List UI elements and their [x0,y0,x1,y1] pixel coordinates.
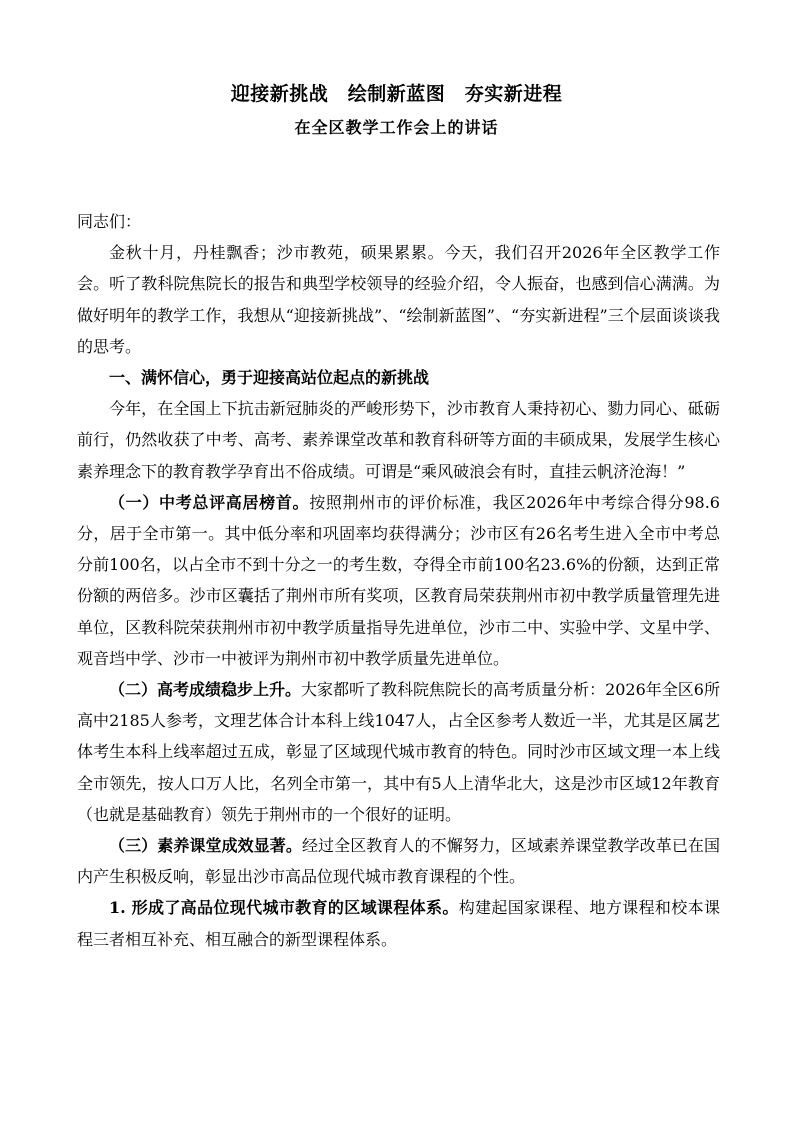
item3-text: 经过全区教育人的不懈努力，区域素养课堂教学改革已在国内产生积极反响，彰显出沙市高品位现代城市教育课程的个性。 [77,836,720,887]
intro-paragraph: 金秋十月，丹桂飘香；沙市教苑，硕果累累。今天，我们召开2026年全区教学工作会。听了教科院焦院长的报告和典型学校领导的经验介绍，令人振奋，也感到信心满满。为做好明年的教学工作，我想从“迎接新挑战”、“绘制新蓝图”、“夯实新进程”三个层面谈谈我的思考。 [77,243,720,356]
item2-heading: （二）高考成绩稳步上升。 [109,680,302,700]
item1-paragraph [77,487,720,674]
section1-paragraph: 今年，在全国上下抗击新冠肺炎的严峻形势下，沙市教育人秉持初心、勠力同心、砥砺前行，仍然收获了中考、高考、素养课堂改革和教育科研等方面的丰硕成果，发展学生核心素养理念下的教育教学孕育出不俗成绩。可谓是“乘风破浪会有时，直挂云帆济沧海！” [77,399,720,481]
section1-heading: 一、满怀信心，勇于迎接高站位起点的新挑战 [109,368,430,388]
sub1-paragraph [77,892,720,954]
item3-heading: （三）素养课堂成效显著。 [109,836,302,856]
item2-paragraph [77,674,720,830]
item2-text: 大家都听了教科院焦院长的高考质量分析：2026年全区6所高中2185人参考，文理艺体合计本科上线1047人，占全区参考人数近一半，尤其是区属艺体考生本科上线率超过五成，彰显了区域现代城市教育的特色。同时沙市区域文理一本上线全市领先，按人口万人比，名列全市第一，其中有5人上清华北大，这是沙市区域12年教育（也就是基础教育）领先于荆州市的一个很好的证明。 [77,680,720,824]
item1-heading: （一）中考总评高居榜首。 [109,492,310,512]
sub1-heading: 1. 形成了高品位现代城市教育的区域课程体系。 [109,898,459,918]
item1-text: 按照荆州市的评价标准，我区2026年中考综合得分98.6分，居于全市第一。其中低分率和巩固率均获得满分；沙市区有26名考生进入全市中考总分前100名，以占全市不到十分之一的考生数，夺得全市前100名23.6%的份额，达到正常份额的两倍多。沙市区囊括了荆州市所有奖项，区教育局荣获荆州市初中教学质量管理先进单位，区教科院荣获荆州市初中教学质量指导先进单位，沙市二中、实验中学、文星中学、观音垱中学、沙市一中被评为荆州市初中教学质量先进单位。 [77,492,720,668]
item3-paragraph [77,830,720,892]
sub1-text: 构建起国家课程、地方课程和校本课程三者相互补充、相互融合的新型课程体系。 [77,898,720,949]
document-title: 迎接新挑战 绘制新蓝图 夯实新进程 [230,83,563,105]
document-subtitle: 在全区教学工作会上的讲话 [294,118,499,137]
document-body [77,206,720,955]
salutation: 同志们： [77,212,142,231]
